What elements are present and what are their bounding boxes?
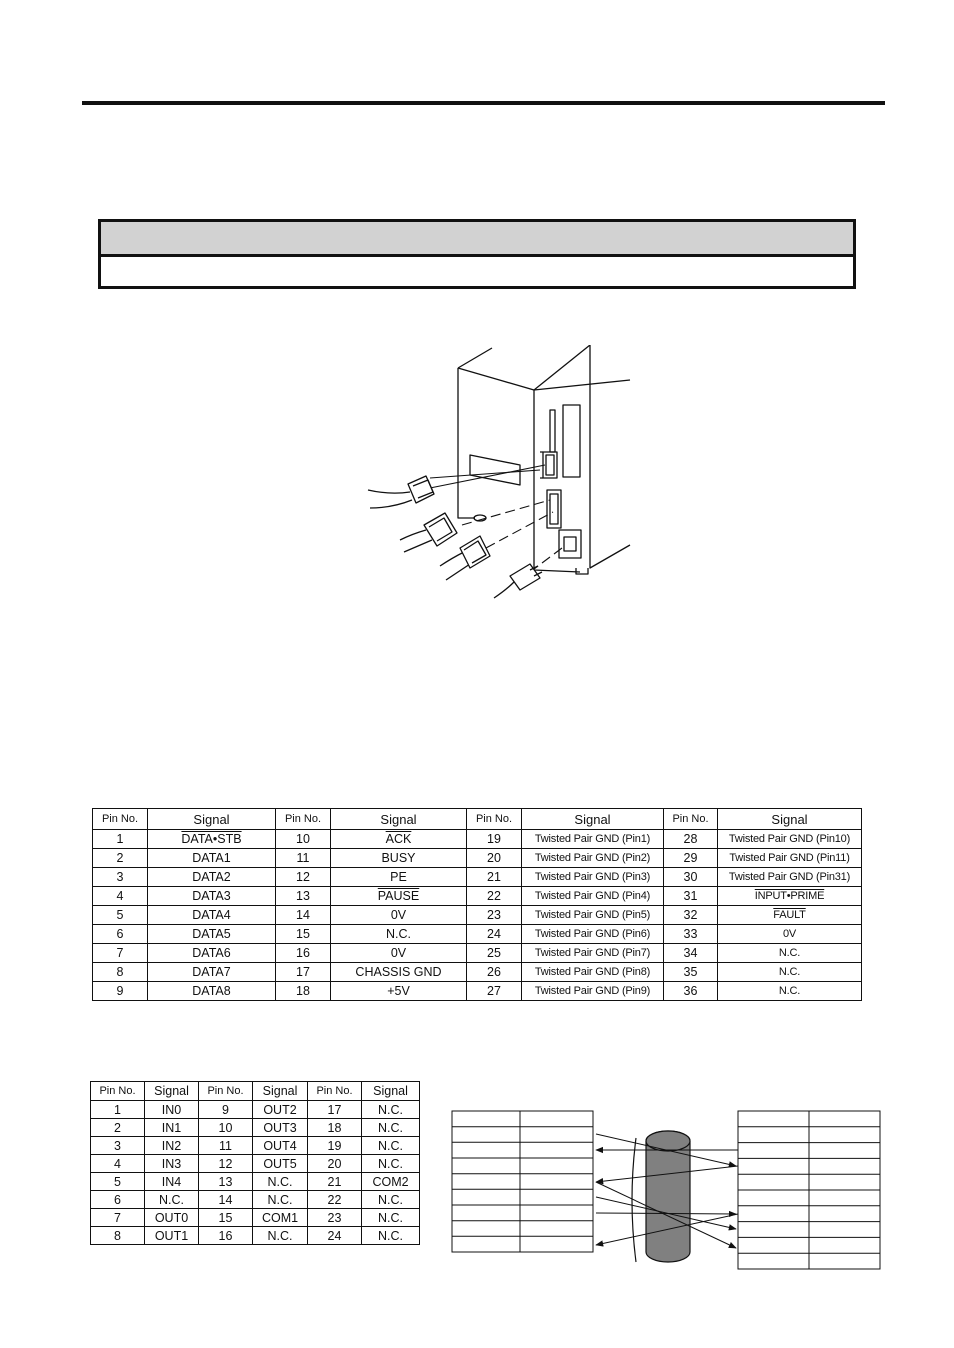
pin-number-cell: 10 — [276, 830, 331, 849]
signal-name: CHASSIS GND — [355, 965, 442, 979]
signal-name: 0V — [390, 908, 407, 922]
signal-name: N.C. — [378, 1156, 403, 1171]
pin-number-cell: 19 — [308, 1137, 362, 1155]
pin-number-cell: 14 — [199, 1191, 253, 1209]
pin-number-cell: 3 — [93, 868, 148, 887]
signal-cell — [331, 868, 467, 887]
pin-number-cell: 13 — [199, 1173, 253, 1191]
signal-name: IN3 — [161, 1156, 182, 1171]
signal-cell — [362, 1119, 420, 1137]
pin-number-cell: 21 — [467, 868, 522, 887]
signal-name: N.C. — [267, 1228, 293, 1243]
signal-cell — [331, 925, 467, 944]
signal-cell — [331, 830, 467, 849]
signal-name: N.C. — [267, 1192, 293, 1207]
signal-cell — [522, 963, 664, 982]
signal-name: DATA4 — [192, 908, 231, 922]
signal-name: +5V — [387, 984, 410, 998]
signal-cell — [148, 906, 276, 925]
signal-name: BUSY — [381, 851, 416, 865]
signal-cell — [145, 1137, 199, 1155]
table-row — [93, 963, 862, 982]
signal-cell — [362, 1101, 420, 1119]
pin-number-cell: 9 — [93, 982, 148, 1001]
signal-cell — [253, 1227, 308, 1245]
pin-number-cell: 34 — [664, 944, 718, 963]
signal-cell — [718, 868, 862, 887]
pin-number-cell: 2 — [93, 849, 148, 868]
signal-cell — [522, 830, 664, 849]
signal-name: N.C. — [778, 985, 801, 997]
table-row — [93, 944, 862, 963]
pin-number-cell: 30 — [664, 868, 718, 887]
signal-cell — [148, 887, 276, 906]
signal-name: COM2 — [372, 1174, 409, 1189]
signal-name: IN2 — [161, 1138, 182, 1153]
pin-number-cell: 14 — [276, 906, 331, 925]
signal-name: N.C. — [159, 1192, 184, 1207]
signal-name: DATA7 — [192, 965, 231, 979]
table-row — [93, 830, 862, 849]
signal-cell — [145, 1101, 199, 1119]
pin-number-cell: 29 — [664, 849, 718, 868]
signal-name: OUT4 — [263, 1138, 297, 1153]
signal-cell — [145, 1155, 199, 1173]
signal-cell — [148, 963, 276, 982]
pin-number-cell: 7 — [93, 944, 148, 963]
pin-number-cell: 11 — [199, 1137, 253, 1155]
table-row — [93, 982, 862, 1001]
pin-number-cell: 36 — [664, 982, 718, 1001]
signal-name: N.C. — [778, 966, 801, 978]
signal-name: Twisted Pair GND (Pin5) — [534, 909, 651, 921]
left-connector-grid — [452, 1111, 593, 1252]
caution-box — [98, 219, 856, 289]
col-header: Signal — [148, 809, 276, 830]
signal-cell — [718, 849, 862, 868]
col-header: Signal — [253, 1082, 308, 1101]
signal-cell — [718, 925, 862, 944]
signal-name: N.C. — [778, 947, 801, 959]
signal-name: N.C. — [378, 1102, 403, 1117]
table-row — [91, 1227, 420, 1245]
pin-number-cell: 24 — [467, 925, 522, 944]
pin-number-cell: 8 — [93, 963, 148, 982]
table-row — [91, 1191, 420, 1209]
pin-number-cell: 27 — [467, 982, 522, 1001]
signal-name: DATA2 — [192, 870, 231, 884]
signal-name: N.C. — [267, 1174, 293, 1189]
pin-number-cell: 17 — [308, 1101, 362, 1119]
pin-number-cell: 15 — [199, 1209, 253, 1227]
table-row — [91, 1119, 420, 1137]
signal-name: Twisted Pair GND (Pin6) — [534, 928, 651, 940]
table-row — [93, 868, 862, 887]
col-header: Pin No. — [276, 809, 331, 830]
signal-cell — [718, 906, 862, 925]
pin-number-cell: 6 — [91, 1191, 145, 1209]
signal-name: PE — [390, 870, 407, 884]
signal-cell — [522, 982, 664, 1001]
col-header: Signal — [331, 809, 467, 830]
table-row — [93, 906, 862, 925]
pin-number-cell: 25 — [467, 944, 522, 963]
pin-number-cell: 18 — [308, 1119, 362, 1137]
caution-box-header — [101, 222, 853, 257]
signal-name: Twisted Pair GND (Pin1) — [534, 833, 651, 845]
signal-cell — [718, 982, 862, 1001]
parallel-pin-table — [92, 808, 862, 1001]
signal-name: 0V — [782, 928, 797, 940]
pin-number-cell: 11 — [276, 849, 331, 868]
signal-cell — [253, 1137, 308, 1155]
col-header: Signal — [362, 1082, 420, 1101]
signal-name: IN0 — [161, 1102, 182, 1117]
signal-cell — [253, 1119, 308, 1137]
wire — [596, 1213, 736, 1214]
signal-cell — [331, 944, 467, 963]
col-header: Pin No. — [199, 1082, 253, 1101]
signal-name: INPUT•PRIME — [754, 890, 825, 902]
pin-number-cell: 4 — [91, 1155, 145, 1173]
pin-number-cell: 17 — [276, 963, 331, 982]
table-row — [91, 1137, 420, 1155]
signal-name: OUT5 — [263, 1156, 297, 1171]
col-header: Signal — [718, 809, 862, 830]
signal-name: OUT2 — [263, 1102, 297, 1117]
signal-name: Twisted Pair GND (Pin9) — [534, 985, 651, 997]
top-rule — [82, 101, 885, 105]
pin-number-cell: 2 — [91, 1119, 145, 1137]
right-connector-grid — [738, 1111, 880, 1269]
signal-cell — [253, 1173, 308, 1191]
signal-cell — [522, 925, 664, 944]
col-header: Pin No. — [91, 1082, 145, 1101]
table-row — [91, 1101, 420, 1119]
pin-number-cell: 13 — [276, 887, 331, 906]
pin-number-cell: 9 — [199, 1101, 253, 1119]
signal-cell — [253, 1209, 308, 1227]
signal-cell — [148, 830, 276, 849]
signal-cell — [148, 925, 276, 944]
signal-cell — [718, 830, 862, 849]
pin-number-cell: 10 — [199, 1119, 253, 1137]
signal-cell — [331, 982, 467, 1001]
signal-cell — [362, 1137, 420, 1155]
signal-cell — [331, 849, 467, 868]
signal-name: N.C. — [378, 1210, 403, 1225]
signal-cell — [145, 1173, 199, 1191]
table-row — [91, 1209, 420, 1227]
signal-name: DATA5 — [192, 927, 231, 941]
table-row — [93, 887, 862, 906]
signal-name: COM1 — [261, 1210, 299, 1225]
pin-number-cell: 22 — [308, 1191, 362, 1209]
signal-cell — [362, 1155, 420, 1173]
signal-name: FAULT — [773, 909, 806, 921]
pin-number-cell: 5 — [93, 906, 148, 925]
pin-number-cell: 23 — [467, 906, 522, 925]
signal-name: Twisted Pair GND (Pin8) — [534, 966, 651, 978]
col-header: Signal — [522, 809, 664, 830]
pin-number-cell: 20 — [467, 849, 522, 868]
col-header: Pin No. — [308, 1082, 362, 1101]
signal-name: OUT0 — [154, 1210, 189, 1225]
serial-cable-wiring-diagram — [448, 1106, 884, 1274]
signal-cell — [331, 887, 467, 906]
pin-number-cell: 21 — [308, 1173, 362, 1191]
col-header: Pin No. — [467, 809, 522, 830]
pin-number-cell: 12 — [276, 868, 331, 887]
signal-cell — [362, 1173, 420, 1191]
pin-number-cell: 3 — [91, 1137, 145, 1155]
signal-name: PAUSE — [377, 889, 420, 903]
signal-cell — [522, 849, 664, 868]
pin-number-cell: 16 — [199, 1227, 253, 1245]
pin-number-cell: 16 — [276, 944, 331, 963]
pin-number-cell: 19 — [467, 830, 522, 849]
signal-name: 0V — [390, 946, 407, 960]
signal-cell — [362, 1191, 420, 1209]
pin-number-cell: 23 — [308, 1209, 362, 1227]
signal-name: $\overline{ACK}$ — [385, 832, 412, 846]
signal-name: Twisted Pair GND (Pin11) — [729, 852, 850, 864]
pin-number-cell: 31 — [664, 887, 718, 906]
signal-name: IN1 — [161, 1120, 182, 1135]
signal-name: DATA3 — [192, 889, 231, 903]
table-header-row — [93, 809, 862, 830]
signal-cell — [148, 982, 276, 1001]
signal-cell — [145, 1119, 199, 1137]
signal-name: DATA6 — [192, 946, 231, 960]
pin-number-cell: 20 — [308, 1155, 362, 1173]
signal-cell — [362, 1227, 420, 1245]
signal-name: N.C. — [378, 1192, 403, 1207]
table-row — [91, 1155, 420, 1173]
signal-name: N.C. — [378, 1228, 403, 1243]
pin-number-cell: 1 — [91, 1101, 145, 1119]
expansion-table-body — [91, 1101, 420, 1245]
pin-number-cell: 26 — [467, 963, 522, 982]
pin-number-cell: 8 — [91, 1227, 145, 1245]
pin-number-cell: 32 — [664, 906, 718, 925]
signal-cell — [522, 868, 664, 887]
pin-number-cell: 18 — [276, 982, 331, 1001]
cable-cylinder — [632, 1131, 690, 1262]
signal-cell — [145, 1227, 199, 1245]
pin-number-cell: 28 — [664, 830, 718, 849]
signal-name: OUT1 — [154, 1228, 189, 1243]
signal-cell — [331, 963, 467, 982]
table-row — [91, 1173, 420, 1191]
signal-cell — [253, 1155, 308, 1173]
signal-cell — [148, 944, 276, 963]
signal-name: OUT3 — [263, 1120, 297, 1135]
col-header: Pin No. — [664, 809, 718, 830]
signal-name: N.C. — [386, 927, 411, 941]
table-row — [93, 849, 862, 868]
signal-name: Twisted Pair GND (Pin3) — [534, 871, 651, 883]
signal-cell — [718, 944, 862, 963]
signal-name: DATA8 — [192, 984, 231, 998]
signal-cell — [362, 1209, 420, 1227]
table-row — [93, 925, 862, 944]
printer-rear-illustration — [360, 345, 640, 605]
signal-cell — [148, 849, 276, 868]
signal-name: DATA•STB — [181, 832, 242, 846]
signal-cell — [718, 963, 862, 982]
signal-cell — [145, 1209, 199, 1227]
pin-number-cell: 4 — [93, 887, 148, 906]
signal-cell — [522, 906, 664, 925]
table-header-row — [91, 1082, 420, 1101]
signal-cell — [522, 944, 664, 963]
pin-number-cell: 6 — [93, 925, 148, 944]
parallel-table-body — [93, 830, 862, 1001]
signal-name: N.C. — [378, 1120, 403, 1135]
signal-name: Twisted Pair GND (Pin4) — [534, 890, 651, 902]
pin-number-cell: 33 — [664, 925, 718, 944]
signal-name: DATA1 — [192, 851, 231, 865]
signal-cell — [331, 906, 467, 925]
expansion-io-pin-table — [90, 1081, 420, 1245]
pin-number-cell: 1 — [93, 830, 148, 849]
pin-number-cell: 22 — [467, 887, 522, 906]
signal-cell — [718, 887, 862, 906]
signal-cell — [253, 1191, 308, 1209]
signal-name: Twisted Pair GND (Pin31) — [728, 871, 851, 883]
col-header: Pin No. — [93, 809, 148, 830]
pin-number-cell: 5 — [91, 1173, 145, 1191]
signal-name: Twisted Pair GND (Pin7) — [534, 947, 651, 959]
pin-number-cell: 35 — [664, 963, 718, 982]
signal-name: Twisted Pair GND (Pin10) — [728, 833, 851, 845]
signal-name: N.C. — [378, 1138, 403, 1153]
pin-number-cell: 15 — [276, 925, 331, 944]
pin-number-cell: 12 — [199, 1155, 253, 1173]
signal-name: IN4 — [161, 1174, 182, 1189]
signal-cell — [522, 887, 664, 906]
signal-cell — [253, 1101, 308, 1119]
pin-number-cell: 24 — [308, 1227, 362, 1245]
signal-cell — [148, 868, 276, 887]
col-header: Signal — [145, 1082, 199, 1101]
signal-name: Twisted Pair GND (Pin2) — [534, 852, 651, 864]
pin-number-cell: 7 — [91, 1209, 145, 1227]
signal-cell — [145, 1191, 199, 1209]
